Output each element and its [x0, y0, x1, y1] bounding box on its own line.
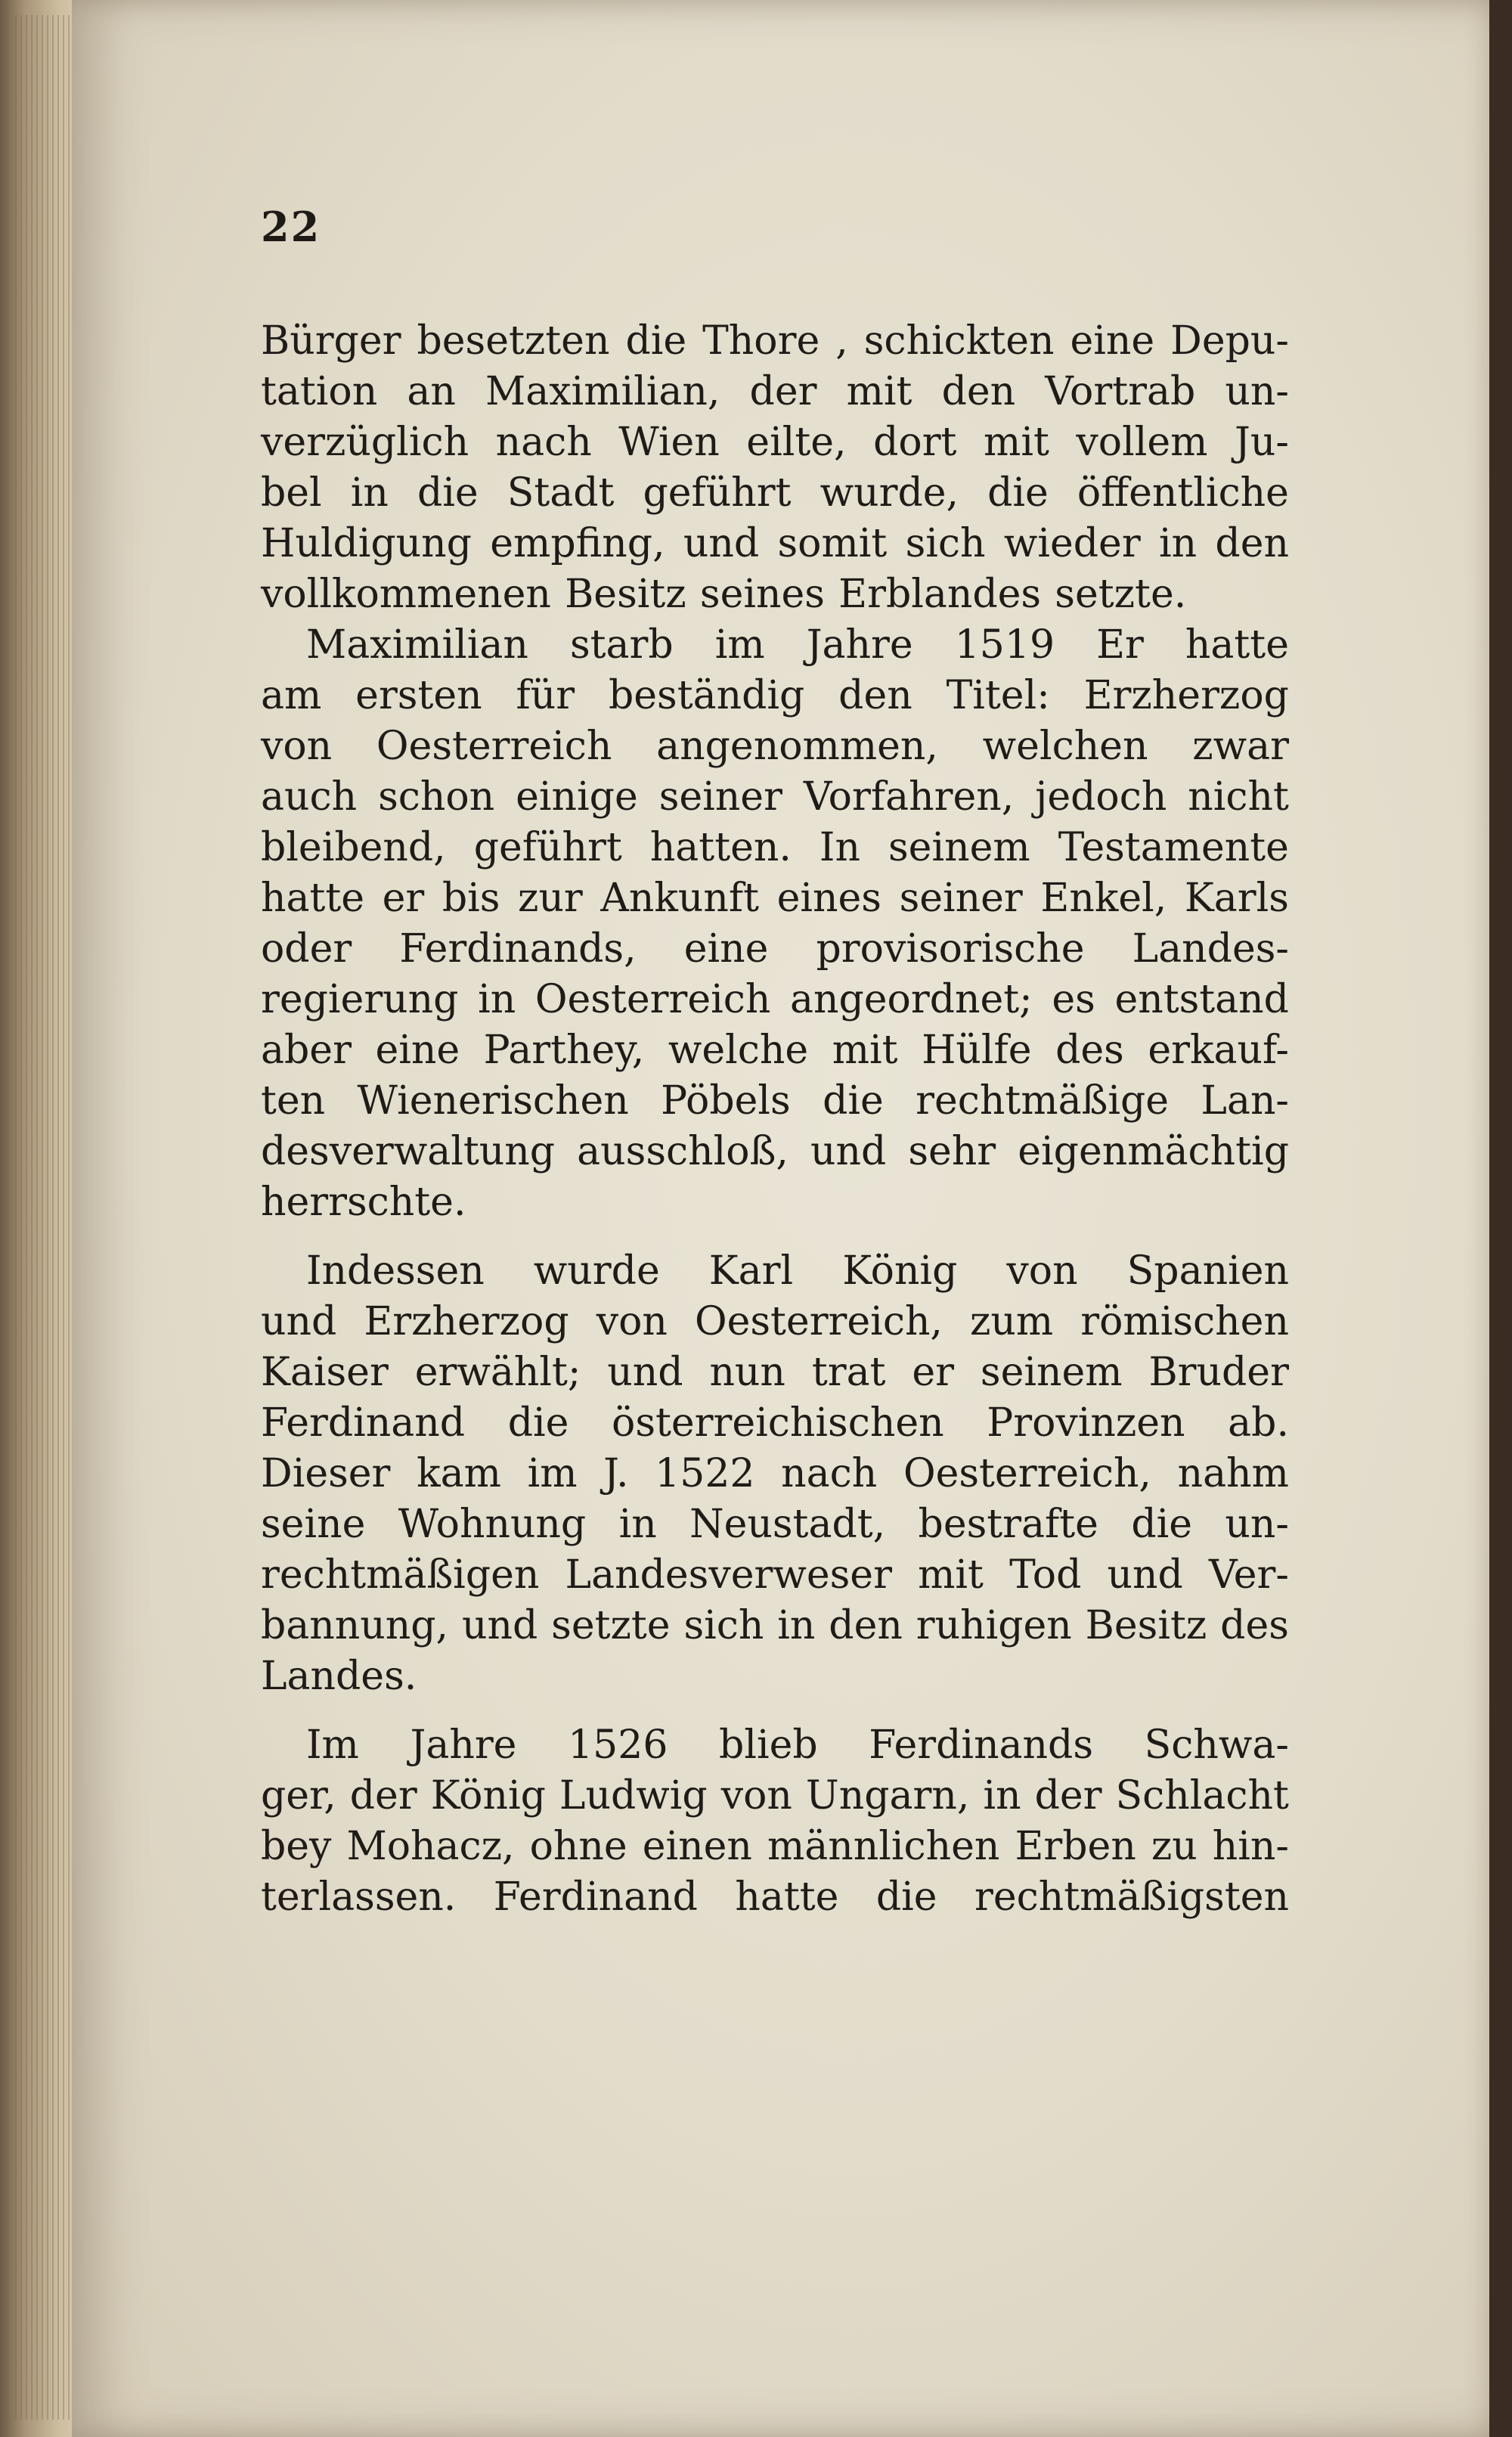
word: zu: [1151, 1824, 1198, 1869]
word: eigenmächtig: [1018, 1129, 1289, 1174]
word: geführt: [473, 825, 622, 870]
word: vollkommenen: [261, 572, 551, 617]
word: in: [350, 470, 389, 516]
word: vollem: [1076, 420, 1208, 465]
word: des: [1220, 1603, 1289, 1648]
word: setzte.: [1055, 572, 1187, 617]
word: im: [527, 1451, 578, 1496]
word: seine: [261, 1502, 366, 1547]
text-line: [261, 1347, 1289, 1398]
word: rechtmäßigsten: [974, 1874, 1289, 1920]
word: angenommen,: [656, 724, 938, 769]
text-line: [261, 367, 1289, 417]
word: König: [430, 1773, 546, 1818]
word: Tod: [1009, 1552, 1082, 1598]
word: eine: [683, 926, 769, 972]
word: den: [1215, 521, 1289, 566]
word: Erzherzog: [1083, 673, 1289, 718]
word: Jahre: [410, 1722, 517, 1768]
word: in: [478, 977, 516, 1022]
word: Maximilian: [306, 622, 528, 668]
word: Schwa-: [1144, 1722, 1289, 1768]
text-line: [261, 1449, 1289, 1499]
word: und: [607, 1350, 683, 1395]
word: bannung,: [261, 1603, 449, 1648]
word: hatte: [735, 1874, 839, 1920]
word: und: [683, 521, 760, 566]
word: sehr: [908, 1129, 996, 1174]
text-line: [261, 1177, 1289, 1228]
word: Wien: [618, 420, 720, 465]
word: Landesverweser: [565, 1552, 892, 1598]
word: hin-: [1212, 1824, 1289, 1869]
word: die: [823, 1078, 884, 1124]
word: und: [461, 1603, 538, 1648]
word: zum: [970, 1299, 1054, 1344]
word: eine: [375, 1028, 460, 1073]
word: ohne: [529, 1824, 627, 1869]
word: der: [749, 369, 817, 414]
word: Karl: [708, 1248, 794, 1294]
word: Enkel,: [1040, 876, 1167, 921]
text-line: [261, 620, 1289, 671]
text-line: [261, 1771, 1289, 1822]
text-line: [261, 772, 1289, 823]
body-text: [261, 316, 1289, 1923]
word: des: [1055, 1028, 1124, 1073]
word: in: [777, 1603, 816, 1648]
page-number: 22: [261, 203, 321, 251]
word: männlichen: [767, 1824, 1000, 1869]
word: ,: [835, 318, 848, 364]
text-line: [261, 1025, 1289, 1076]
word: aber: [261, 1028, 352, 1073]
text-line: [261, 1246, 1289, 1297]
word: von: [720, 1773, 792, 1818]
word: am: [261, 673, 322, 718]
word: der: [349, 1773, 417, 1818]
text-line: [261, 1872, 1289, 1923]
word: die: [507, 1400, 569, 1446]
word: schon: [378, 774, 495, 820]
word: 1522: [655, 1451, 755, 1496]
word: provisorische: [816, 926, 1085, 972]
word: nicht: [1188, 774, 1289, 820]
text-line: [261, 1822, 1289, 1872]
text-line: [261, 519, 1289, 569]
page-right-border: [1489, 0, 1512, 2437]
paragraph: [261, 1720, 1289, 1923]
word: es: [1052, 977, 1095, 1022]
text-line: [261, 1127, 1289, 1177]
word: die: [1131, 1502, 1193, 1547]
word: Ferdinand: [493, 1874, 698, 1920]
word: ruhigen: [916, 1603, 1072, 1648]
word: seiner: [658, 774, 782, 820]
word: König: [842, 1248, 958, 1294]
word: erwählt;: [414, 1350, 581, 1395]
word: mit: [832, 1028, 898, 1073]
word: Titel:: [946, 673, 1050, 718]
word: Bürger: [261, 318, 401, 364]
word: zwar: [1192, 724, 1289, 769]
word: Besitz: [565, 572, 686, 617]
word: un-: [1225, 369, 1289, 414]
word: oder: [261, 926, 352, 972]
word: Mohacz,: [346, 1824, 515, 1869]
word: mit: [846, 369, 912, 414]
word: kam: [417, 1451, 501, 1496]
word: Dieser: [261, 1451, 391, 1496]
word: und: [261, 1299, 337, 1344]
paragraph-gap: [261, 1702, 1289, 1720]
word: Ankunft: [600, 876, 760, 921]
text-line: [261, 468, 1289, 519]
word: angeordnet;: [790, 977, 1033, 1022]
word: die: [625, 318, 687, 364]
word: herrschte.: [261, 1180, 466, 1225]
text-line: [261, 1651, 1289, 1702]
word: auch: [261, 774, 358, 820]
word: Jahre: [806, 622, 913, 668]
paragraph: [261, 1246, 1289, 1702]
text-line: [261, 823, 1289, 873]
word: wieder: [1003, 521, 1141, 566]
word: Pöbels: [661, 1078, 791, 1124]
word: Wohnung: [398, 1502, 587, 1547]
word: Ferdinands,: [399, 926, 637, 972]
word: Kaiser: [261, 1350, 389, 1395]
word: Besitz: [1085, 1603, 1207, 1648]
word: Spanien: [1126, 1248, 1289, 1294]
word: und: [1107, 1552, 1183, 1598]
word: ger,: [261, 1773, 336, 1818]
word: Schlacht: [1115, 1773, 1289, 1818]
word: Oesterreich,: [694, 1299, 943, 1344]
word: er: [382, 876, 425, 921]
word: somit: [777, 521, 888, 566]
word: mit: [984, 420, 1049, 465]
word: J.: [603, 1451, 629, 1496]
word: Neustadt,: [689, 1502, 886, 1547]
word: Erblandes: [838, 572, 1042, 617]
word: nach: [781, 1451, 878, 1496]
word: seinem: [980, 1350, 1123, 1395]
word: empfing,: [490, 521, 665, 566]
word: sich: [905, 521, 986, 566]
word: bestrafte: [918, 1502, 1098, 1547]
word: blieb: [719, 1722, 818, 1768]
paragraph: [261, 316, 1289, 620]
word: dort: [873, 420, 957, 465]
word: beständig: [608, 673, 805, 718]
word: Oesterreich: [376, 724, 612, 769]
word: Stadt: [507, 470, 615, 516]
word: bleibend,: [261, 825, 446, 870]
word: eine: [1070, 318, 1155, 364]
word: an: [407, 369, 456, 414]
word: Ferdinand: [261, 1400, 466, 1446]
word: von: [1006, 1248, 1078, 1294]
word: römischen: [1080, 1299, 1289, 1344]
word: trat: [811, 1350, 886, 1395]
text-line: [261, 721, 1289, 772]
word: Er: [1096, 622, 1144, 668]
word: 1519: [954, 622, 1055, 668]
word: hatte: [1185, 622, 1289, 668]
word: besetzten: [417, 318, 610, 364]
word: wurde: [533, 1248, 660, 1294]
word: Karls: [1184, 876, 1289, 921]
word: den: [941, 369, 1016, 414]
word: geführt: [643, 470, 792, 516]
word: Landes.: [261, 1654, 417, 1699]
text-line: [261, 1297, 1289, 1347]
word: eilte,: [746, 420, 847, 465]
word: Huldigung: [261, 521, 472, 566]
word: Parthey,: [483, 1028, 645, 1073]
word: österreichischen: [612, 1400, 944, 1446]
text-line: [261, 569, 1289, 620]
word: im: [714, 622, 765, 668]
word: Hülfe: [922, 1028, 1032, 1073]
word: die: [987, 470, 1049, 516]
word: der: [1034, 1773, 1102, 1818]
word: nahm: [1177, 1451, 1289, 1496]
word: rechtmäßige: [916, 1078, 1170, 1124]
word: ab.: [1228, 1400, 1289, 1446]
word: schickten: [863, 318, 1055, 364]
word: und: [810, 1129, 887, 1174]
word: Vorfahren,: [803, 774, 1015, 820]
word: bel: [261, 470, 322, 516]
word: von: [261, 724, 333, 769]
text-line: [261, 1601, 1289, 1651]
text-line: [261, 316, 1289, 367]
word: Depu-: [1170, 318, 1289, 364]
word: den: [838, 673, 912, 718]
word: nach: [495, 420, 592, 465]
word: welche: [668, 1028, 809, 1073]
word: Landes-: [1132, 926, 1289, 972]
word: 1526: [568, 1722, 668, 1768]
word: Thore: [702, 318, 820, 364]
book-page-edges: [0, 0, 83, 2437]
word: die: [875, 1874, 937, 1920]
paragraph: [261, 620, 1289, 1228]
word: die: [417, 470, 479, 516]
word: welchen: [982, 724, 1148, 769]
word: wurde,: [820, 470, 959, 516]
word: Erben: [1015, 1824, 1136, 1869]
word: Im: [306, 1722, 359, 1768]
word: nun: [709, 1350, 785, 1395]
text-line: [261, 671, 1289, 721]
word: entstand: [1114, 977, 1289, 1022]
word: einige: [516, 774, 638, 820]
text-line: [261, 1398, 1289, 1449]
paragraph-gap: [261, 1228, 1289, 1246]
word: tation: [261, 369, 378, 414]
text-line: [261, 417, 1289, 468]
word: hatten.: [649, 825, 792, 870]
text-line: [261, 873, 1289, 924]
word: in: [983, 1773, 1021, 1818]
word: seines: [699, 572, 825, 617]
word: öffentliche: [1077, 470, 1289, 516]
word: desverwaltung: [261, 1129, 556, 1174]
word: Indessen: [306, 1248, 485, 1294]
word: Ver-: [1209, 1552, 1289, 1598]
word: eines: [776, 876, 881, 921]
word: Bruder: [1148, 1350, 1289, 1395]
word: un-: [1225, 1502, 1289, 1547]
word: starb: [569, 622, 674, 668]
word: regierung: [261, 977, 459, 1022]
word: in: [618, 1502, 657, 1547]
word: terlassen.: [261, 1874, 457, 1920]
text-line: [261, 975, 1289, 1025]
word: Ferdinands: [869, 1722, 1094, 1768]
word: Oesterreich,: [903, 1451, 1151, 1496]
word: rechtmäßigen: [261, 1552, 540, 1598]
word: Vortrab: [1045, 369, 1196, 414]
text-line: [261, 1499, 1289, 1550]
text-line: [261, 1550, 1289, 1601]
word: bey: [261, 1824, 332, 1869]
word: in: [1158, 521, 1198, 566]
word: setzte: [551, 1603, 671, 1648]
word: In: [819, 825, 860, 870]
word: jedoch: [1035, 774, 1167, 820]
text-line: [261, 924, 1289, 975]
word: Ju-: [1235, 420, 1289, 465]
word: Ludwig: [559, 1773, 708, 1818]
word: seiner: [899, 876, 1023, 921]
word: sich: [683, 1603, 764, 1648]
page-edge-lines: [15, 15, 76, 2420]
word: ersten: [355, 673, 482, 718]
word: Maximilian,: [485, 369, 720, 414]
word: Wienerischen: [357, 1078, 629, 1124]
word: verzüglich: [261, 420, 469, 465]
word: Lan-: [1201, 1078, 1289, 1124]
word: Oesterreich: [534, 977, 771, 1022]
word: Testamente: [1058, 825, 1289, 870]
word: Provinzen: [987, 1400, 1185, 1446]
word: bis: [442, 876, 500, 921]
word: hatte: [261, 876, 365, 921]
word: den: [829, 1603, 903, 1648]
text-line: [261, 1076, 1289, 1127]
word: seinem: [888, 825, 1030, 870]
word: für: [516, 673, 575, 718]
word: einen: [642, 1824, 752, 1869]
word: ausschloß,: [577, 1129, 789, 1174]
text-line: [261, 1720, 1289, 1771]
word: Erzherzog: [364, 1299, 569, 1344]
word: zur: [518, 876, 583, 921]
word: ten: [261, 1078, 326, 1124]
word: er: [912, 1350, 954, 1395]
word: mit: [918, 1552, 984, 1598]
word: Ungarn,: [805, 1773, 970, 1818]
word: von: [596, 1299, 668, 1344]
word: erkauf-: [1148, 1028, 1289, 1073]
